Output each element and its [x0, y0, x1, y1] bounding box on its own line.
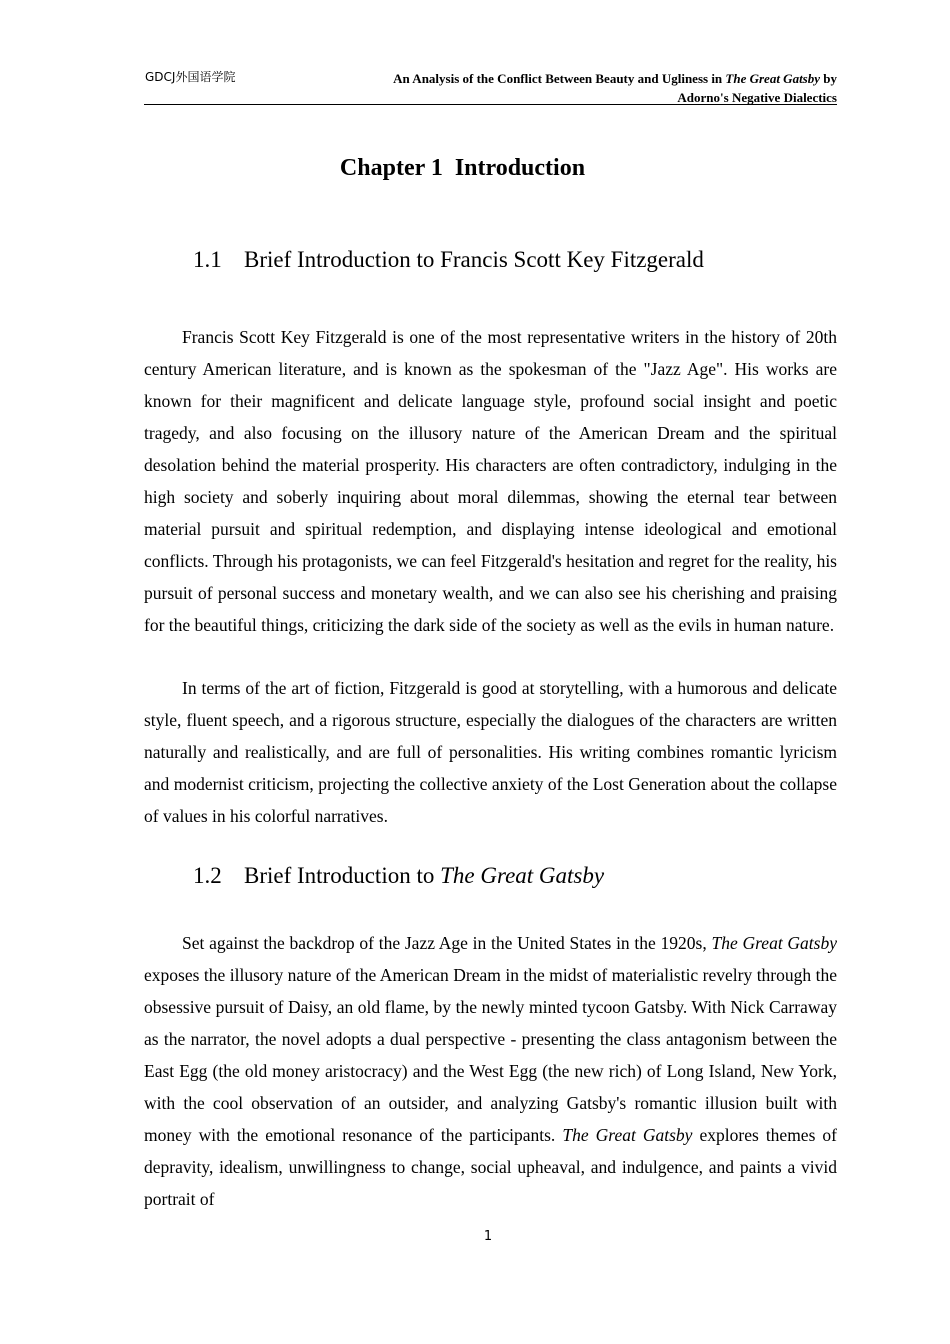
- header-title-line2: Adorno's Negative Dialectics: [677, 90, 837, 105]
- paragraph-text: explores themes of depravity, idealism, unwillingness to change, social upheaval, and indulgence, and paints a vivid portrait of: [144, 1125, 838, 1209]
- paragraph-fiction-art: In terms of the art of fiction, Fitzgerald is good at storytelling, with a humorous and delicate style, fluent speech, and a rigorous structure, especially the dialogues of the characters are written naturally and realistically, and are full of personalities. His writing combines romantic lyricism and modernist criticism, projecting the collective anxiety of the Lost Generation about the collapse of values in his colorful narratives.: [144, 678, 837, 826]
- book-title: The Great Gatsby: [711, 933, 838, 953]
- section-number: 1.2: [193, 863, 222, 888]
- section-heading-1-1: [193, 247, 704, 273]
- section-title-italic: The Great Gatsby: [440, 863, 605, 888]
- chapter-title: Chapter 1 Introduction: [339, 155, 586, 181]
- header-title-prefix: An Analysis of the Conflict Between Beauty and Ugliness in: [393, 71, 726, 86]
- book-title: The Great Gatsby: [562, 1125, 693, 1145]
- paragraph-fitzgerald-intro: Francis Scott Key Fitzgerald is one of the most representative writers in the history of 20th century American literature, and is known as the spokesman of the "Jazz Age". His works are known for their magnificent and delicate language style, profound social insight and poetic tragedy, and also focusing on the illusory nature of the American Dream and the spiritual desolation behind the material prosperity. His characters are often contradictory, indulging in the high society and soberly inquiring about moral dilemmas, showing the eternal tear between material pursuit and spiritual redemption, and displaying intense ideological and emotional conflicts. Through his protagonists, we can feel Fitzgerald's hesitation and regret for the reality, his pursuit of personal success and monetary wealth, and we can also see his cherishing and praising for the beautiful things, criticizing the dark side of the society as well as the evils in human nature.: [144, 327, 837, 635]
- section-number: 1.1: [193, 247, 222, 272]
- paragraph-text: Set against the backdrop of the Jazz Age in the United States in the 1920s,: [182, 933, 712, 953]
- page-number: 1: [483, 1229, 493, 1244]
- header-title-italic: The Great Gatsby: [725, 71, 821, 86]
- header-title-suffix: by: [820, 71, 837, 86]
- section-title: Brief Introduction to Francis Scott Key Fitzgerald: [244, 247, 704, 272]
- page-header: [144, 66, 837, 105]
- header-thesis-title: [393, 69, 837, 107]
- header-school: GDCJ外国语学院: [145, 70, 236, 84]
- section-title-prefix: Brief Introduction to: [244, 863, 441, 888]
- paragraph-gatsby-intro: [144, 927, 837, 1215]
- paragraph-text: exposes the illusory nature of the American Dream in the midst of materialistic revelry through the obsessive pursuit of Daisy, an old flame, by the newly minted tycoon Gatsby. With Nick Carraway as the narrator, the novel adopts a dual perspective - presenting the class antagonism between the East Egg (the old money aristocracy) and the West Egg (the new rich) of Long Island, New York, with the cool observation of an outsider, and analyzing Gatsby's romantic illusion built with money with the emotional resonance of the participants.: [144, 965, 837, 1145]
- section-heading-1-2: [193, 863, 604, 889]
